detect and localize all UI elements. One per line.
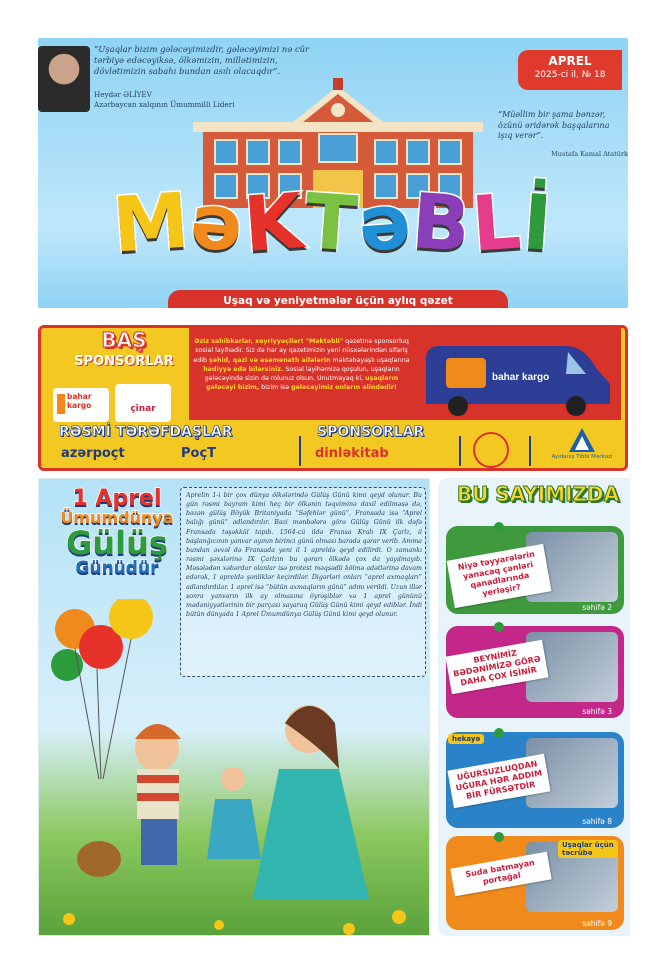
contents-card-page: səhifə 3: [582, 707, 612, 716]
pin-icon: [494, 622, 504, 632]
quote-left: “Uşaqlar bizim gələcəyimizdir, gələcəyimizi nə cür tərbiyə edəcəyiksə, ölkəmizin, millətimizin, dövlətimizin sabahı bundan asılı olacaqdır”.: [94, 44, 310, 76]
sponsor-notice-part: uşaqların gələcəyi bizim,: [206, 375, 399, 392]
pn-logo: [473, 432, 509, 468]
contents-card[interactable]: [446, 732, 624, 828]
sponsor-notice-part: Sosial layihəmizə qoşulun, uşaqların gələcəyində sizin də rolunuz olsun. Unutmayaq ki,: [204, 365, 400, 383]
main-sponsors-subtitle: SPONSORLAR: [74, 354, 174, 369]
divider: [299, 436, 301, 466]
sponsor-notice-part: şəhid, qazi və əsəmənatlı ailələrin: [208, 356, 331, 364]
sponsor-notice-part: qəzetinə sponsorluq sosial layihədir. Siz də hər ay qəzetimizin yeni nüsxələrindən sifariş edib: [193, 338, 409, 364]
sponsor-panel: [38, 325, 628, 471]
issue-number: 2025-ci il, № 18: [534, 70, 606, 80]
contents-card-page: səhifə 9: [582, 919, 612, 928]
sponsor-notice-part: gələcəyimiz onların əlindədir!: [291, 384, 397, 392]
title-letter: M: [109, 175, 194, 270]
in-this-issue-panel: [438, 478, 630, 936]
sponsor-notice-part: məktəbəyaşlı uşaqlarına: [330, 356, 410, 364]
in-this-issue-title: BU SAYIMIZDA: [456, 482, 620, 506]
delivery-van-illustration: [416, 338, 616, 418]
headline-line-2: Ümumdünya: [60, 508, 174, 528]
quote-left-author-title: Azərbaycan xalqının Ümummilli Lideri: [94, 99, 235, 109]
van-brand-text: bahar kargo: [492, 372, 550, 383]
pin-icon: [494, 832, 504, 842]
pin-icon: [494, 522, 504, 532]
sponsors-title: SPONSORLAR: [317, 424, 425, 440]
feature-article: [38, 478, 430, 936]
title-letter: L: [469, 176, 526, 269]
azerpoct-logo-text: azərpoçt: [61, 446, 125, 461]
contents-card-tag: Uşaqlar üçün təcrübə: [558, 840, 618, 858]
headline-line-4: Günüdür: [75, 558, 159, 579]
masthead-title: [48, 175, 618, 270]
title-letter: T: [302, 176, 362, 269]
contents-card-label: UĞURSUZLUQDAN UĞURA HƏR ADDIM BİR FÜRSƏTDİR: [447, 754, 550, 808]
contents-card-tag: hekayə: [448, 734, 484, 744]
contents-card-label: BEYNİMİZ BƏDƏNİMİZƏ GÖRƏ DAHA ÇOX İSİNİR: [445, 640, 548, 694]
divider: [459, 436, 461, 466]
contents-card[interactable]: [446, 526, 624, 614]
title-letter: ə: [355, 176, 416, 269]
sponsor-notice-text: [189, 337, 414, 393]
cinar-logo: çinar: [115, 384, 171, 422]
ayidanis-logo-icon: [569, 428, 595, 452]
headline-line-3: Gülüş: [66, 523, 168, 562]
azerpoct-logo: [61, 446, 171, 466]
ayidanis-logo: [547, 428, 617, 468]
title-letter: İ: [519, 177, 557, 268]
article-body: Aprelin 1-i bir çox dünya ölkələrində Gülüş Günü kimi qeyd olunur. Bu gün rəsmi bayram kimi heç bir ölkənin təqviminə daxil edilməsə də, bəzən gülüş Böyük Britaniyada “Səfehlər günü”, Fransada isə “Aprel balığı günü” adlandırılır. Bəzi mənbələrə görə Gülüş Günü ilk dəfə Fransada təşəkkül tapıb. 1564-cü ildə Fransa Kralı IX Çarlz, il başlanğıcının yanvar ayının birinci günü olması barədə qərar verib. Amma bundan əvvəl də Fransada yeni il 1 apreldə qeyd edilirdi. O zamankı rəsmi şəxslərinə IX Çarlzın bu qərarı ölkədə çox da yayılmayıb. Məsələdən xəbərdar olanlar isə protest məqsədli kölmə adətlərinə davam edərək, 1 apreldə şənliklər keçirdilər. Digərləri onları “aprel axmaqları” adlandırdılar. 1 aprel isə “bütün axmaqların günü” adını verildi. Uzun illər sonra yanvarın ilk ay olmasına öyrəşiblər və 1 aprel gününü mədəniyyətlərinin bir parçası sayaraq Gülüş Günü kimi qeyd ediblər. İndi bütün dünyada 1 Aprel Ümumdünya Gülüş Günü kimi qeyd olunur.: [186, 492, 422, 619]
contents-card[interactable]: [446, 836, 624, 930]
contents-card-label: Suda batmayan portağal: [450, 852, 551, 897]
poct-logo-text: PoçT: [181, 446, 217, 461]
contents-card-label: Niyə təyyarələrin yanacaq çənləri qanadlarında yerləşir?: [447, 544, 552, 608]
dinlekitab-logo: dinləkitab: [315, 446, 389, 461]
article-headline: [47, 487, 187, 578]
title-letter: K: [241, 175, 309, 270]
poct-logo: [181, 446, 281, 466]
issue-month: APREL: [548, 54, 592, 68]
sponsor-notice-part: Əziz sahibkarlar, xeyriyyəçilər!: [194, 338, 306, 345]
sponsor-notice-part: hədiyyə edə bilərsiniz.: [203, 365, 284, 373]
issue-badge: [518, 50, 622, 90]
quote-left-author: Heydər ƏLİYEV: [94, 90, 152, 99]
divider: [529, 436, 531, 466]
quote-right-author: Mustafa Kamal Atatürk: [551, 150, 628, 158]
quote-right: “Müəllim bir şama bənzər, özünü əridərək başqalarına işıq verər”.: [498, 110, 610, 140]
sponsor-notice-part: "Məktəbli": [305, 338, 344, 345]
headline-line-1: 1 Aprel: [72, 486, 162, 511]
contents-card-page: səhifə 8: [582, 817, 612, 826]
partners-title: RƏSMİ TƏRƏFDAŞLAR: [59, 424, 233, 440]
bahar-kargo-logo: bahar kargo: [53, 388, 109, 422]
main-sponsors-title: BAŞ: [101, 328, 147, 352]
ayidanis-logo-text: Ayıdanış Tibbi Mərkəzi: [551, 454, 613, 460]
pin-icon: [494, 728, 504, 738]
title-letter: ə: [187, 176, 248, 269]
leader-portrait: [38, 46, 90, 112]
title-letter: B: [409, 176, 476, 269]
contents-card[interactable]: [446, 626, 624, 718]
masthead-subtitle: Uşaq və yeniyetmələr üçün aylıq qəzet: [168, 290, 508, 308]
contents-card-page: səhifə 2: [582, 603, 612, 612]
sponsor-notice-part: bizim isə: [259, 384, 292, 392]
masthead: [38, 38, 628, 308]
